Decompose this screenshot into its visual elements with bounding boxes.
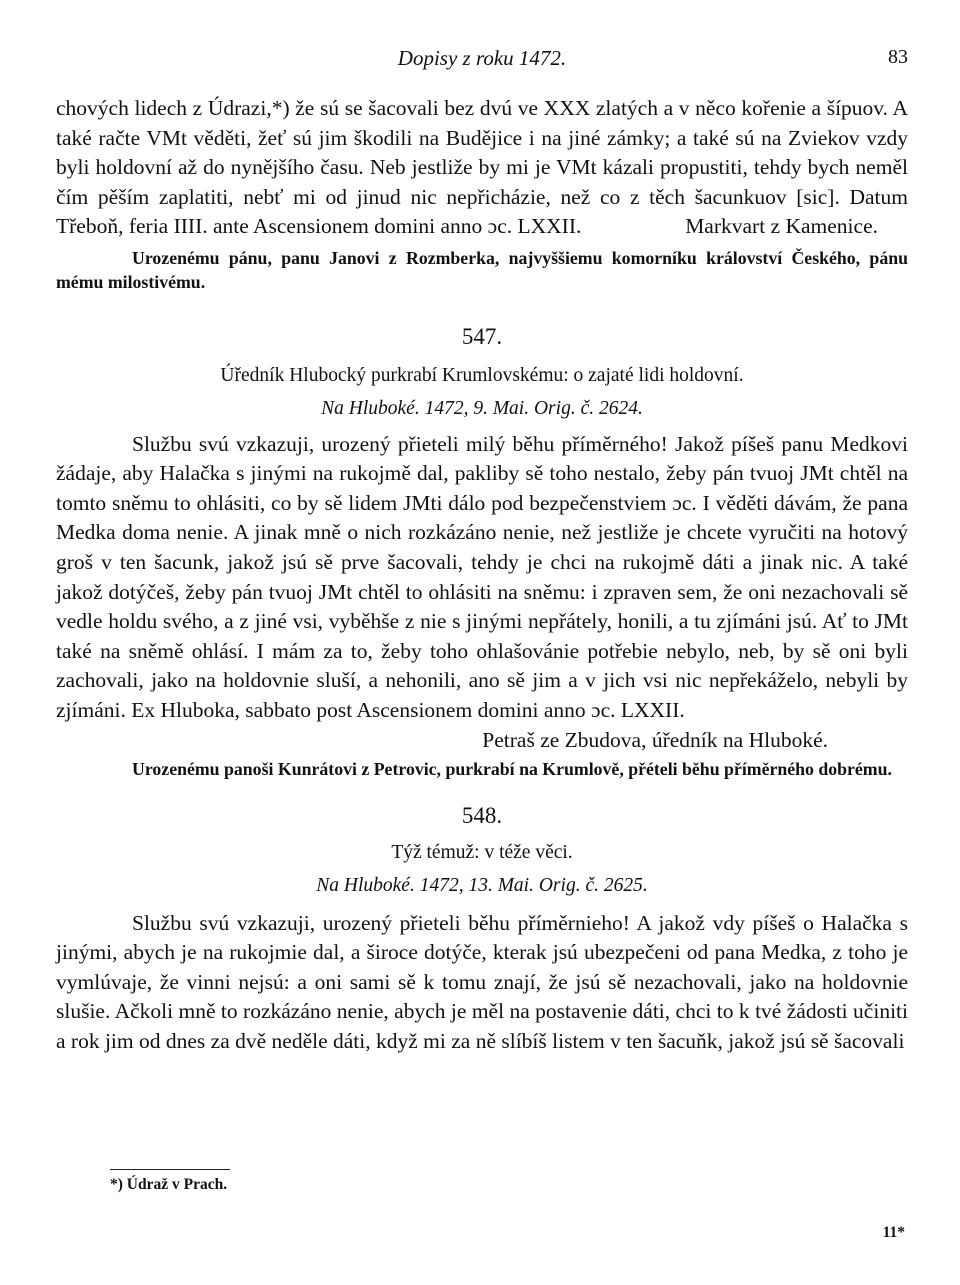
letter-body-548: Službu svú vzkazuji, urozený přieteli běhu příměrnieho! A jakož vdy píšeš o Halačka s jinými, abych je na rukojmie dal, a široce dotýče, kterak jsú ubezpečeni od pana Medka, z toho je vymlúvaje, že vinni nejsú: a oni sami sě k tomu znají, že jsú sě nezachovali, jako na holdovnie slušie. Ačkoli mně to rozkázáno nenie, abych je měl na postavenie dáti, chci to k tvé žádosti učiniti a rok jim od dnes za dvě neděle dáti, když mi za ně slíbíš listem v ten šacuňk, jakož jsú sě šacovali <box>56 910 908 1054</box>
signature-mark: 11* <box>882 1224 905 1241</box>
address-547: Urozenému panoši Kunrátovi z Petrovic, purkrabí na Krumlově, přételi běhu příměrného dobrému. <box>132 759 892 780</box>
continuation-paragraph: chových lidech z Údrazi,*) že sú se šacovali bez dvú ve XXX zlatých a v něco kořenie a šípuov. A také račte VMt věděti, žeť sú jim škodili na Budějice i na jiné zámky; a také sú na Zviekov vzdy byli holdovní až do nynějšího času. Neb jestliže by mi je VMt kázali propustiti, tehdy bych neměl čím pěším zaplatiti, nebť mi od jinud nic nepřicházie, než co z těch šacunkuov [sic]. Datum Třeboň, feria IIII. ante Ascensionem domini anno ɔc. LXXII. <box>56 96 908 239</box>
footnote: *) Údraž v Prach. <box>110 1176 228 1193</box>
letter-number-548: 548. <box>461 803 503 829</box>
body-text <box>56 94 908 1057</box>
running-title: Dopisy z roku 1472. <box>397 46 567 70</box>
letter-heading-548: Týž témuž: v téže věci. <box>391 841 573 863</box>
page-number: 83 <box>888 46 908 68</box>
signature-markvart: Markvart z Kamenice. <box>685 214 878 239</box>
address-547-prev: Urozenému pánu, panu Janovi z Rozmberka, najvyššiemu komorníku království Českého, pánu mému milostivému. <box>56 247 908 292</box>
letter-heading-547: Úředník Hlubocký purkrabí Krumlovskému: o zajaté lidi holdovní. <box>220 364 744 386</box>
letter-dateline-548: Na Hluboké. 1472, 13. Mai. Orig. č. 2625. <box>316 874 648 896</box>
page-header <box>56 42 908 72</box>
footnote-rule <box>110 1169 230 1170</box>
letter-body-547: Službu svú vzkazuji, urozený přieteli milý běhu příměrného! Jakož píšeš panu Medkovi žádaje, aby Halačka s jinými na rukojmě dal, pakliby sě toho nestalo, žeby pán tvuoj JMt chtěl na tomto sněmu to ohlásiti, co by sě lidem JMti dálo pod bezpečenstviem ɔc. I věděti dávám, že pana Medka doma nenie. A jinak mně o nich rozkázáno nenie, než jestliže je chcete vyručiti na hotový groš v ten šacunk, jakož jsú sě prve šacovali, tehdy je chci na rukojmě dáti a jinak nic. A také jakož dotýčeš, žeby pán tvuoj JMt chtěl to ohlásiti na sněmu: i zpraven sem, že oni nezachovali sě vedle holdu svého, a z jiné vsi, vyběhše z nie s jinými nepřátely, honili, a tu zjímáni jsú. Ať to JMt také na sněmě ohlásí. I mám za to, žeby toho ohlašovánie potřebie nebylo, neb, by sě oni byli zachovali, jako na holdovnie sluší, a nehonili, ano sě jim a v jich vsi nic nepřekáželo, nebyli by zjímáni. Ex Hluboka, sabbato post Ascensionem domini anno ɔc. LXXII. <box>56 431 908 722</box>
letter-number-547: 547. <box>461 323 503 349</box>
signature-petras: Petraš ze Zbudova, úředník na Hluboké. <box>482 727 828 752</box>
letter-dateline-547: Na Hluboké. 1472, 9. Mai. Orig. č. 2624. <box>321 397 643 419</box>
